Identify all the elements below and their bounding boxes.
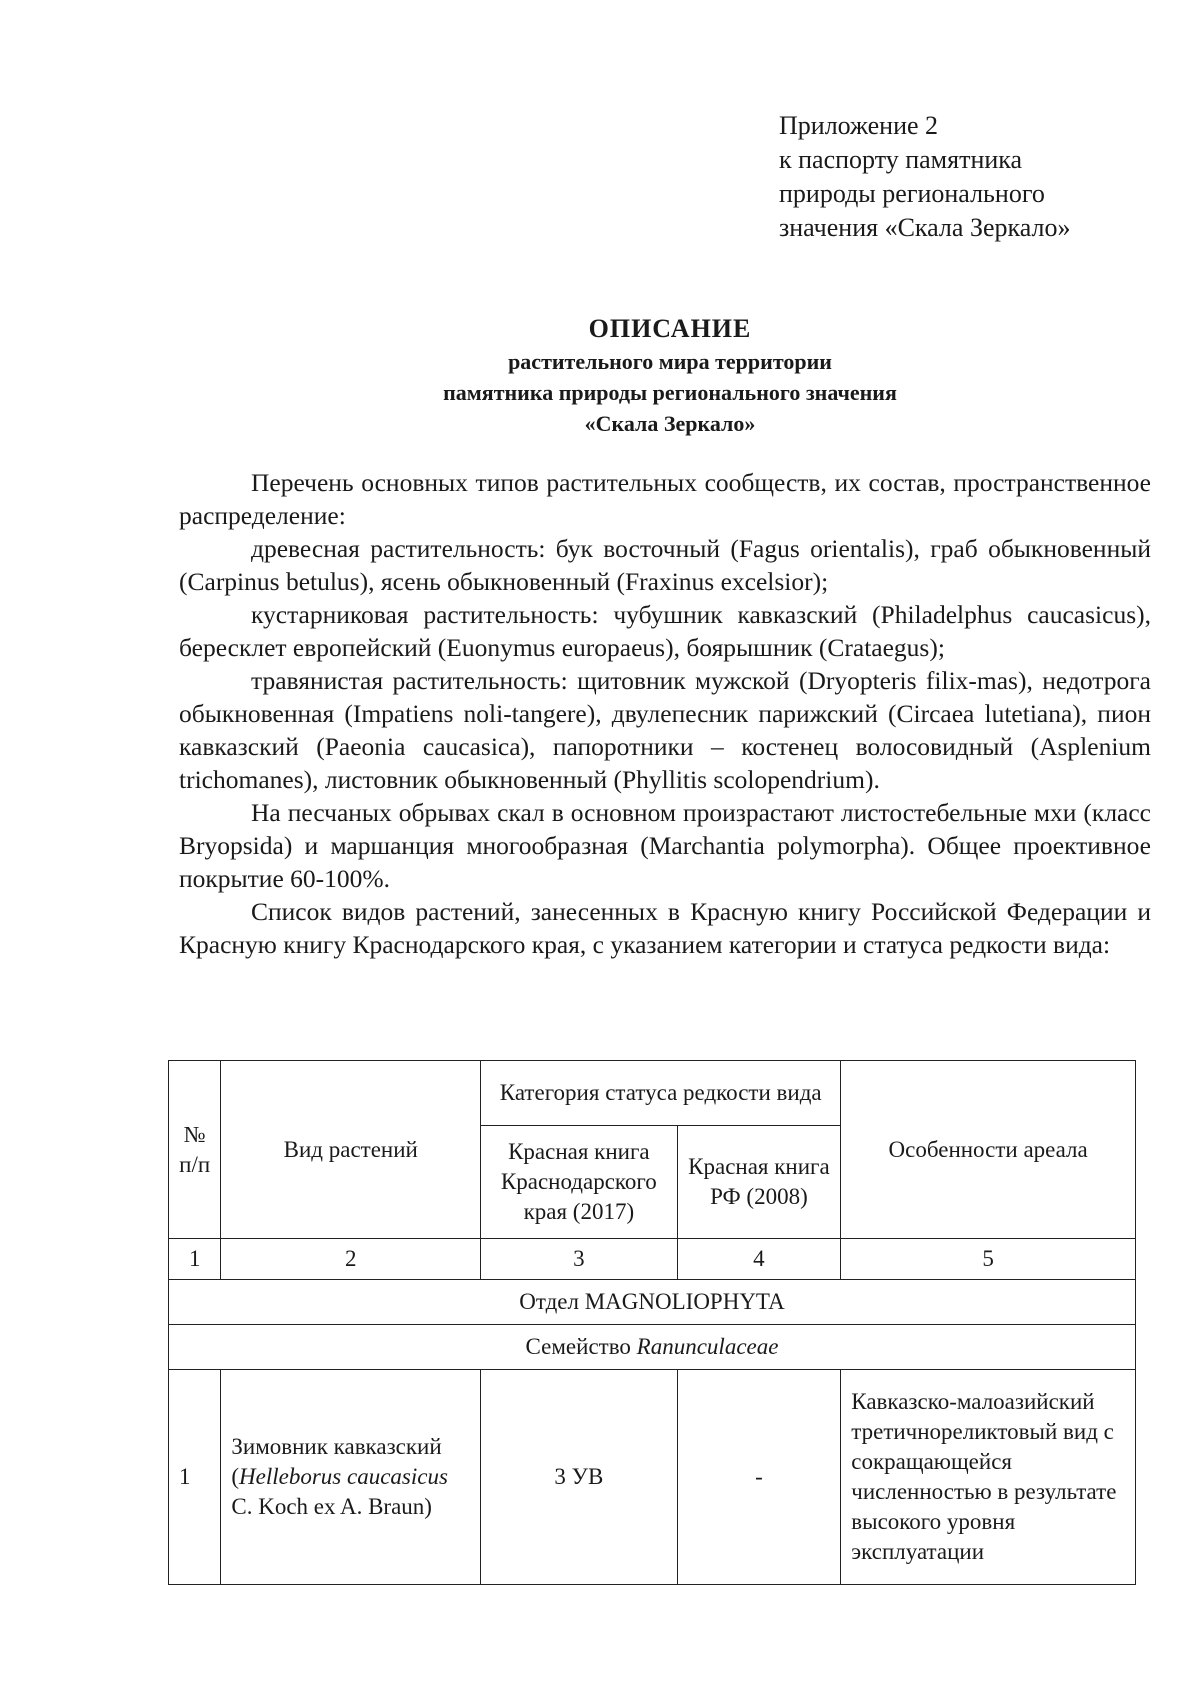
paragraph-herbs: травянистая растительность: щитовник мужской (Dryopteris filix-mas), недотрога обыкновенная (Impatiens noli-tangere), двулепесник парижский (Circaea lutetiana), пион кавказский (Paeonia caucasica), папоротники – костенец волосовидный (Asplenium trichomanes), листовник обыкновенный (Phyllitis scolopendrium). — [179, 666, 1151, 794]
index-cell: 1 — [169, 1239, 221, 1280]
index-cell: 4 — [677, 1239, 841, 1280]
header-area: Особенности ареала — [841, 1061, 1136, 1239]
paragraph-shrubs: кустарниковая растительность: чубушник кавказский (Philadelphus caucasicus), бересклет европейский (Euonymus europaeus), боярышник (Crataegus); — [179, 600, 1151, 662]
index-cell: 5 — [841, 1239, 1136, 1280]
red-list-table — [168, 1060, 1136, 1585]
family-prefix: Семейство — [525, 1334, 637, 1359]
row-red-book-rf: - — [677, 1370, 841, 1585]
division-label: Отдел MAGNOLIOPHYTA — [169, 1280, 1136, 1325]
row-area: Кавказско-малоазийский третичнореликтовый вид с сокращающейся численностью в результате высокого уровня эксплуатации — [841, 1370, 1136, 1585]
paragraph-mosses: На песчаных обрывах скал в основном произрастают листостебельные мхи (класс Bryopsida) и маршанция многообразная (Marchantia polymorpha). Общее проективное покрытие 60-100%. — [179, 798, 1151, 893]
document-title — [180, 312, 1160, 439]
appendix-note — [779, 109, 1119, 245]
paragraph-trees: древесная растительность: бук восточный (Fagus orientalis), граб обыкновенный (Carpinus betulus), ясень обыкновенный (Fraxinus excelsior); — [179, 534, 1151, 596]
header-red-book-rf: Красная книга РФ (2008) — [677, 1126, 841, 1239]
table-index-row — [169, 1239, 1136, 1280]
species-common: Зимовник кавказский ( — [231, 1434, 442, 1489]
title-subline: «Скала Зеркало» — [584, 411, 756, 436]
row-num: 1 — [169, 1370, 221, 1585]
title-subline: памятника природы регионального значения — [443, 380, 897, 405]
table-row — [169, 1370, 1136, 1585]
header-red-book-krasnodar: Красная книга Краснодарского края (2017) — [481, 1126, 677, 1239]
header-num: № п/п — [169, 1061, 221, 1239]
table-header-row — [169, 1061, 1136, 1126]
family-label — [169, 1325, 1136, 1370]
appendix-line: природы регионального — [779, 179, 1045, 208]
row-species — [221, 1370, 481, 1585]
paragraph-intro: Перечень основных типов растительных сообществ, их состав, пространственное распределение: — [179, 468, 1151, 530]
header-category: Категория статуса редкости вида — [481, 1061, 841, 1126]
species-author: C. Koch ex A. Braun) — [231, 1494, 432, 1519]
appendix-line: к паспорту памятника — [779, 145, 1023, 174]
species-latin: Helleborus caucasicus — [239, 1464, 448, 1489]
family-row — [169, 1325, 1136, 1370]
family-name: Ranunculaceae — [636, 1334, 779, 1359]
index-cell: 2 — [221, 1239, 481, 1280]
paragraph-red-list: Список видов растений, занесенных в Красную книгу Российской Федерации и Красную книгу Краснодарского края, с указанием категории и статуса редкости вида: — [179, 897, 1151, 959]
title-main: ОПИСАНИЕ — [588, 314, 752, 343]
header-species: Вид растений — [221, 1061, 481, 1239]
description-body — [179, 466, 1151, 961]
appendix-line: Приложение 2 — [779, 111, 939, 140]
division-row — [169, 1280, 1136, 1325]
appendix-line: значения «Скала Зеркало» — [779, 213, 1071, 242]
index-cell: 3 — [481, 1239, 677, 1280]
title-subline: растительного мира территории — [508, 349, 832, 374]
row-red-book-krasnodar: 3 УВ — [481, 1370, 677, 1585]
